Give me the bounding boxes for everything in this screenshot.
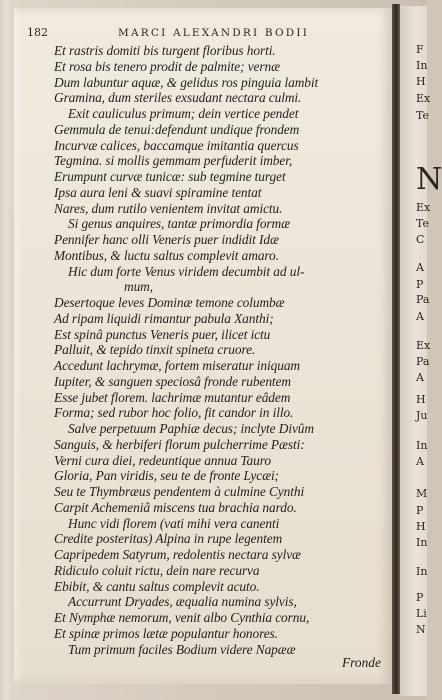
verse-line: Esse jubet florem. lachrimæ mutantur eâdem [54,389,291,405]
verse-line: Pennifer hanc olli Veneris puer indidit Idæ [54,232,279,247]
next-page-fragment: N [416,162,442,197]
verse-line: Gramina, dum steriles exsudant nectara culmi. [54,90,302,106]
verse-line: Hunc vidi florem (vati mihi vera canenti [68,515,280,531]
next-page-fragment: In [416,565,428,578]
next-page-fragment: Ex [416,201,431,214]
verse-line: Ipsa aura leni & suavi spiramine tentat [54,184,262,200]
next-page-fragment: Te [416,109,429,122]
next-page-fragment: In [416,59,428,72]
verse-line: Forma; sed rubor hoc folio, fit candor in illo. [54,405,294,421]
next-page-fragment: A [416,371,424,384]
verse-line: Ad ripam liquidi rimantur pabula Xanthi; [54,310,274,326]
page-number: 182 [27,26,48,39]
next-page-fragment: Te [416,217,429,230]
verse-line: Carpit Achemeniâ miscens tua brachia nardo. [54,499,297,515]
verse-line: Salve perpetuum Paphiæ decus; inclyte Divûm [68,421,314,436]
verse-line: Nares, dum rutilo venientem invitat amictu. [54,200,283,216]
next-page-fragment: P [416,278,424,291]
next-page-fragment: H [416,75,426,88]
next-page-fragment: Ex [416,339,431,352]
verse-line: Et rastris domiti bis turgent floribus horti. [54,43,276,58]
next-page-fragment: In [416,536,428,549]
verse-line: Montibus, & luctu saltus complevit amaro. [54,247,279,263]
next-page-fragment: M [416,487,428,500]
verse-line: Si genus anquires, tantæ primordia formæ [68,216,290,232]
next-page-fragment: A [416,261,424,274]
verse-line: Erumpunt curvæ tunicæ: sub tegmine turget [54,169,286,184]
verse-line: Accurrunt Dryades, æqualia numina sylvis, [68,594,297,610]
verse-line: Gloria, Pan viridis, seu te de fronte Lycæi; [54,468,279,484]
verse-line: Desertoque leves Dominæ temone columbæ [54,295,285,310]
verse-line: Incurvæ calices, baccamque imitantia quercus [54,137,299,153]
verse-line: Verni cura diei, redeuntique annua Tauro [54,452,271,468]
verse-line: Seu te Thymbræus pendentem à culmine Cynthi [54,484,305,499]
verse-line: Et rosa bis tenero prodit de palmite; vernæ [54,58,280,74]
next-page-fragment: C [416,233,425,246]
verse-line: Hic dum forte Venus viridem decumbit ad ul- [68,263,305,279]
next-page-fragment: P [416,504,424,517]
verse-line: Credite posteritas) Alpina in rupe legentem [54,531,283,547]
verse-line: Ebibit, & cantu saltus complevit acuto. [54,578,260,594]
next-page-fragment: F [416,43,424,56]
next-page-fragment: In [416,439,428,452]
next-page-fragment: N [416,623,426,636]
next-page-fragment: Pa [416,293,430,306]
running-head: MARCI ALEXANDRI BODII [118,27,310,39]
verse-line: Sanguis, & herbiferi florum pulcherrime Pæsti: [54,436,305,452]
verse-line: Tegmina. si mollis gemmam perfuderit imber, [54,153,293,169]
verse-line: mum, [124,279,153,295]
catchword: Fronde [342,655,381,670]
next-page-fragment: Ex [416,92,431,105]
next-page-fragment: Pa [416,355,430,368]
next-page-fragment: P [416,591,424,604]
next-page-fragment: H [416,393,426,406]
verse-line: Capripedem Satyrum, redolentis nectara sylvæ [54,547,301,562]
verse-line: Gemmula de tenui:defendunt undique frondem [54,121,300,137]
next-page-fragment: A [416,455,424,468]
next-page-fragment: H [416,520,426,533]
verse-line: Accedunt lachrymæ, fortem miseratur iniquam [54,358,300,373]
verse-line: Tum primum faciles Bodium videre Napææ [68,641,296,657]
verse-line: Et Nymphæ nemorum, venit albo Cynthia cornu, [54,610,310,625]
next-page-fragment: A [416,310,424,323]
verse-line: Exit cauliculus primum; dein vertice pendet [68,106,299,121]
verse-line: Dum labuntur aquæ, & gelidus ros pinguia lambit [54,74,319,90]
verse-line: Et spinæ primos lætæ populantur honores. [54,625,278,641]
next-page-fragment: Li [416,607,427,620]
verse-line: Iupiter, & sanguen speciosâ fronde rubentem [54,373,291,389]
next-page-fragment: Ju [416,409,428,422]
verse-line: Ridiculo coluit rictu, dein nare recurva [54,562,260,578]
verse-line: Palluit, & tepido tinxit spineta cruore. [54,342,256,358]
verse-line: Est spinâ punctus Veneris puer, ilicet ictu [54,326,271,342]
